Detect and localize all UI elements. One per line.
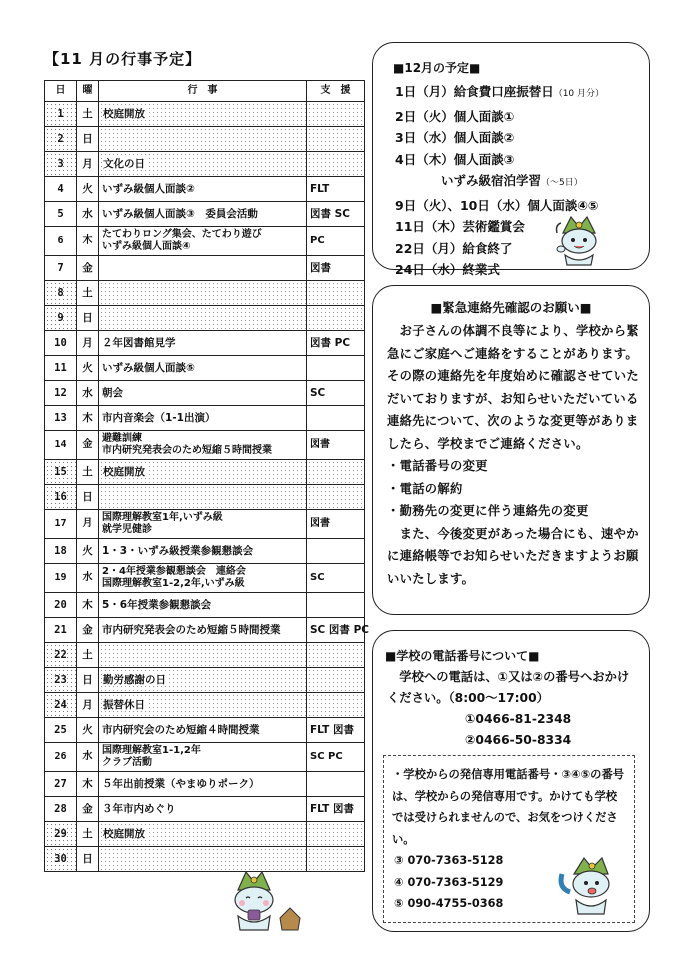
support-cell: [307, 485, 365, 510]
phone-number-2: ②0466-50-8334: [465, 733, 572, 747]
phone-paragraph: 学校への電話は、①又は②の番号へおかけください。（8:00～17:00）: [387, 670, 630, 705]
table-row: [45, 356, 365, 381]
day-cell: 8: [45, 281, 77, 306]
list-item: 2日（火）個人面談①: [395, 108, 515, 124]
day-cell: 21: [45, 618, 77, 643]
support-cell: [307, 152, 365, 177]
table-row: [45, 460, 365, 485]
support-cell: FLT 図書: [307, 797, 365, 822]
day-cell: 26: [45, 743, 77, 772]
day-cell: 16: [45, 485, 77, 510]
support-cell: [307, 127, 365, 152]
phone-number-1: ①0466-81-2348: [465, 712, 572, 726]
support-cell: [307, 668, 365, 693]
outgoing-note-text: ・学校からの発信専用電話番号・③④⑤の番号は、学校からの発信専用です。かけても学校では受けられませんので、お気をつけください。: [392, 768, 625, 846]
table-row: [45, 693, 365, 718]
page-title: 【11 月の行事予定】: [44, 50, 202, 68]
event-cell: 市内研究発表会のため短縮５時間授業: [99, 618, 307, 643]
table-row: [45, 406, 365, 431]
day-cell: 23: [45, 668, 77, 693]
weekday-cell: 土: [77, 281, 99, 306]
support-cell: [307, 539, 365, 564]
support-cell: 図書: [307, 256, 365, 281]
list-item: 1日（月）給食費口座振替日（10 月分）: [395, 84, 605, 99]
mascot-eating-icon: [220, 868, 310, 934]
support-cell: [307, 306, 365, 331]
table-row: [45, 281, 365, 306]
day-cell: 6: [45, 227, 77, 256]
support-cell: SC: [307, 564, 365, 593]
table-row: [45, 510, 365, 539]
weekday-cell: 火: [77, 177, 99, 202]
support-cell: [307, 406, 365, 431]
support-cell: 図書 SC: [307, 202, 365, 227]
day-cell: 11: [45, 356, 77, 381]
weekday-cell: 土: [77, 643, 99, 668]
phone-number-3: ③ 070-7363-5128: [394, 854, 504, 867]
day-cell: 1: [45, 102, 77, 127]
list-item: ・勤務先の変更に伴う連絡先の変更: [387, 504, 589, 518]
table-row: [45, 643, 365, 668]
mascot-phone-icon: [556, 852, 622, 918]
weekday-cell: 水: [77, 743, 99, 772]
support-cell: [307, 593, 365, 618]
day-cell: 22: [45, 643, 77, 668]
event-cell: 市内研究会のため短縮４時間授業: [99, 718, 307, 743]
event-cell: 5・6年授業参観懇談会: [99, 593, 307, 618]
list-item: 24日（水）終業式: [395, 262, 500, 277]
list-item: いずみ級宿泊学習（～5日）: [441, 173, 583, 188]
event-cell: 国際理解教室1年,いずみ級 就学児健診: [99, 510, 307, 539]
header-weekday: 曜: [77, 81, 99, 102]
support-cell: FLT: [307, 177, 365, 202]
event-cell: 避難訓練 市内研究発表会のため短縮５時間授業: [99, 431, 307, 460]
day-cell: 30: [45, 847, 77, 872]
weekday-cell: 月: [77, 510, 99, 539]
table-row: [45, 593, 365, 618]
table-header-row: [45, 81, 365, 102]
phone-number-box: [372, 630, 650, 932]
table-row: [45, 102, 365, 127]
table-row: [45, 431, 365, 460]
event-cell: [99, 256, 307, 281]
table-row: [45, 822, 365, 847]
support-cell: 図書 PC: [307, 331, 365, 356]
support-cell: [307, 102, 365, 127]
weekday-cell: 金: [77, 618, 99, 643]
event-cell: 校庭開放: [99, 460, 307, 485]
day-cell: 14: [45, 431, 77, 460]
event-cell: ５年出前授業（やまゆりポーク）: [99, 772, 307, 797]
weekday-cell: 月: [77, 331, 99, 356]
event-cell: いずみ級個人面談③ 委員会活動: [99, 202, 307, 227]
event-cell: [99, 485, 307, 510]
event-cell: いずみ級個人面談⑤: [99, 356, 307, 381]
table-row: [45, 306, 365, 331]
day-cell: 18: [45, 539, 77, 564]
event-cell: 国際理解教室1-1,2年 クラブ活動: [99, 743, 307, 772]
weekday-cell: 土: [77, 102, 99, 127]
table-row: [45, 743, 365, 772]
weekday-cell: 土: [77, 822, 99, 847]
weekday-cell: 日: [77, 668, 99, 693]
support-cell: SC PC: [307, 743, 365, 772]
table-row: [45, 127, 365, 152]
schedule-table: [44, 80, 369, 872]
support-cell: [307, 643, 365, 668]
outgoing-only-note-box: [383, 755, 635, 923]
support-cell: FLT 図書: [307, 718, 365, 743]
day-cell: 9: [45, 306, 77, 331]
phone-heading: ■学校の電話番号について■: [385, 649, 540, 663]
weekday-cell: 日: [77, 847, 99, 872]
day-cell: 19: [45, 564, 77, 593]
weekday-cell: 月: [77, 152, 99, 177]
day-cell: 13: [45, 406, 77, 431]
event-cell: 朝会: [99, 381, 307, 406]
event-cell: 振替休日: [99, 693, 307, 718]
support-cell: [307, 281, 365, 306]
support-cell: [307, 460, 365, 485]
table-row: [45, 539, 365, 564]
support-cell: [307, 822, 365, 847]
day-cell: 29: [45, 822, 77, 847]
support-cell: 図書: [307, 510, 365, 539]
list-item: ・電話番号の変更: [387, 459, 488, 473]
phone-number-5: ⑤ 090-4755-0368: [394, 897, 504, 910]
weekday-cell: 火: [77, 718, 99, 743]
day-cell: 4: [45, 177, 77, 202]
event-cell: 市内音楽会（1-1出演）: [99, 406, 307, 431]
phone-body: [387, 667, 639, 751]
table-row: [45, 256, 365, 281]
weekday-cell: 土: [77, 460, 99, 485]
schedule-body: [45, 102, 369, 872]
december-schedule-box: [372, 42, 650, 277]
event-cell: いずみ級個人面談②: [99, 177, 307, 202]
weekday-cell: 日: [77, 127, 99, 152]
list-item: 11日（木）芸術鑑賞会: [395, 219, 525, 234]
list-item: 4日（木）個人面談③: [395, 151, 515, 167]
table-row: [45, 227, 365, 256]
weekday-cell: 木: [77, 227, 99, 256]
weekday-cell: 木: [77, 772, 99, 797]
day-cell: 20: [45, 593, 77, 618]
list-item: 9日（火）、10日（水）個人面談④⑤: [395, 197, 599, 213]
table-row: [45, 847, 365, 872]
event-cell: 文化の日: [99, 152, 307, 177]
table-row: [45, 177, 365, 202]
emergency-paragraph-2: また、今後変更があった場合にも、速やかに連絡帳等でお知らせいただきますようお願いいたします。: [387, 526, 639, 586]
day-cell: 25: [45, 718, 77, 743]
header-day: 日: [45, 81, 77, 102]
weekday-cell: 火: [77, 539, 99, 564]
event-cell: [99, 306, 307, 331]
event-cell: たてわりロング集会、たてわり遊び いずみ級個人面談④: [99, 227, 307, 256]
weekday-cell: 日: [77, 306, 99, 331]
table-row: [45, 485, 365, 510]
support-cell: 図書: [307, 431, 365, 460]
emergency-heading: ■緊急連絡先確認のお願い■: [430, 300, 592, 315]
mascot-waving-icon: [553, 213, 605, 267]
event-cell: [99, 643, 307, 668]
day-cell: 28: [45, 797, 77, 822]
table-row: [45, 331, 365, 356]
event-cell: 2・4年授業参観懇談会 連絡会 国際理解教室1-2,2年,いずみ級: [99, 564, 307, 593]
weekday-cell: 木: [77, 406, 99, 431]
weekday-cell: 日: [77, 485, 99, 510]
event-cell: ３年市内めぐり: [99, 797, 307, 822]
table-row: [45, 564, 365, 593]
support-cell: [307, 847, 365, 872]
emergency-paragraph: お子さんの体調不良等により、学校から緊急にご家庭へご連絡をすることがあります。その際の連絡先を年度始めに確認させていただいておりますが、お知らせいただいている連絡先について、次のような変更等がありましたら、学校までご連絡ください。: [387, 324, 639, 451]
support-cell: SC 図書 PC: [307, 618, 365, 643]
support-cell: SC: [307, 381, 365, 406]
weekday-cell: 木: [77, 593, 99, 618]
weekday-cell: 水: [77, 381, 99, 406]
list-item: 22日（月）給食終了: [395, 240, 513, 256]
weekday-cell: 金: [77, 797, 99, 822]
support-cell: [307, 693, 365, 718]
table-row: [45, 797, 365, 822]
table-row: [45, 718, 365, 743]
event-cell: [99, 281, 307, 306]
day-cell: 5: [45, 202, 77, 227]
table-row: [45, 152, 365, 177]
weekday-cell: 火: [77, 356, 99, 381]
table-row: [45, 772, 365, 797]
weekday-cell: 金: [77, 431, 99, 460]
event-cell: 校庭開放: [99, 822, 307, 847]
table-row: [45, 668, 365, 693]
support-cell: [307, 356, 365, 381]
table-row: [45, 202, 365, 227]
weekday-cell: 水: [77, 202, 99, 227]
day-cell: 7: [45, 256, 77, 281]
day-cell: 2: [45, 127, 77, 152]
event-cell: 校庭開放: [99, 102, 307, 127]
weekday-cell: 月: [77, 693, 99, 718]
event-cell: 勤労感謝の日: [99, 668, 307, 693]
day-cell: 24: [45, 693, 77, 718]
day-cell: 10: [45, 331, 77, 356]
day-cell: 15: [45, 460, 77, 485]
emergency-contact-box: [372, 285, 650, 615]
table-row: [45, 618, 365, 643]
weekday-cell: 金: [77, 256, 99, 281]
day-cell: 27: [45, 772, 77, 797]
event-cell: [99, 127, 307, 152]
december-heading: ■12月の予定■: [393, 61, 481, 75]
table-row: [45, 381, 365, 406]
day-cell: 3: [45, 152, 77, 177]
header-support: 支 援: [307, 81, 365, 102]
event-cell: 1・3・いずみ級授業参観懇談会: [99, 539, 307, 564]
day-cell: 12: [45, 381, 77, 406]
day-cell: 17: [45, 510, 77, 539]
support-cell: [307, 772, 365, 797]
phone-number-4: ④ 070-7363-5129: [394, 875, 504, 889]
list-item: 3日（水）個人面談②: [395, 130, 515, 145]
support-cell: PC: [307, 227, 365, 256]
weekday-cell: 水: [77, 564, 99, 593]
event-cell: ２年図書館見学: [99, 331, 307, 356]
emergency-body: [387, 320, 639, 590]
header-event: 行 事: [99, 81, 307, 102]
list-item: ・電話の解約: [387, 481, 463, 496]
